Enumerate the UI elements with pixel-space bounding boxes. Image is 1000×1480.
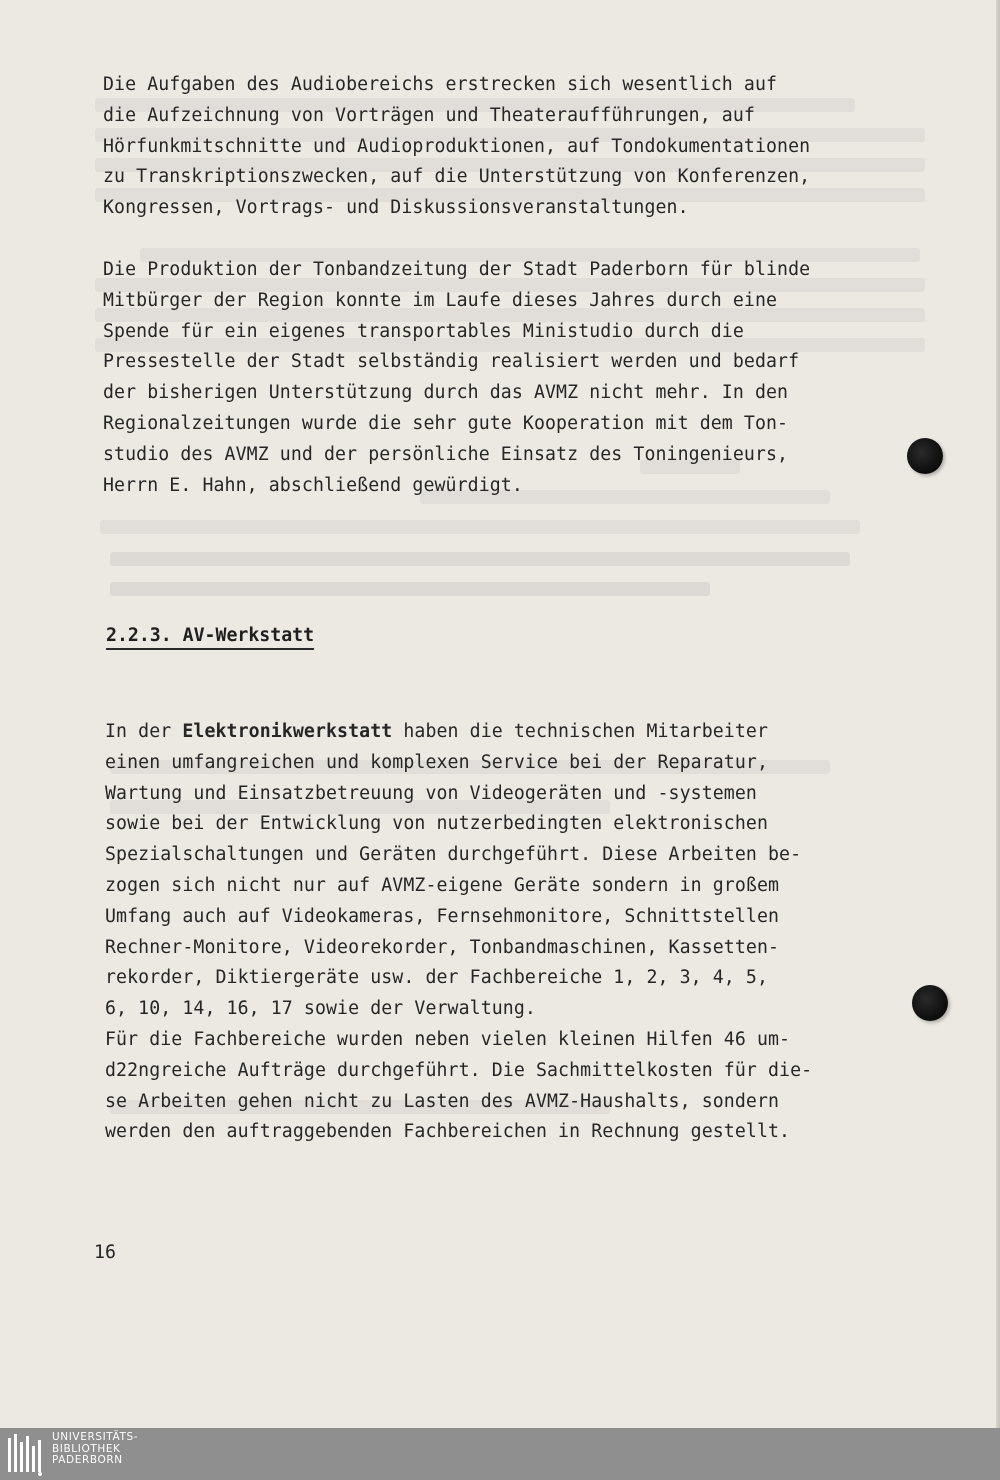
- text-line-first: [105, 717, 905, 748]
- text-line: d22ngreiche Aufträge durchgeführt. Die Sachmittelkosten für die-: [105, 1059, 813, 1081]
- text-line: Die Aufgaben des Audiobereichs erstrecken sich wesentlich auf: [103, 74, 778, 95]
- page-number: 16: [94, 1242, 116, 1263]
- paragraph-audio-tasks: [103, 70, 903, 224]
- text-line: Herrn E. Hahn, abschließend gewürdigt.: [103, 474, 523, 496]
- text-line: rekorder, Diktiergeräte usw. der Fachbereiche 1, 2, 3, 4, 5,: [105, 967, 768, 989]
- bleed-through: [110, 552, 850, 566]
- page-edge: [996, 0, 1000, 1428]
- section-heading: 2.2.3. AV-Werkstatt: [106, 625, 314, 650]
- emphasis-term: Elektronikwerkstatt: [182, 721, 393, 742]
- text-fragment: haben die technischen Mitarbeiter: [392, 721, 769, 742]
- text-line: Für die Fachbereiche wurden neben vielen kleinen Hilfen 46 um-: [105, 1028, 791, 1050]
- text-line: sowie bei der Entwicklung von nutzerbedingten elektronischen: [105, 813, 768, 835]
- text-line: Wartung und Einsatzbetreuung von Videogeräten und -systemen: [105, 782, 757, 804]
- bleed-through: [100, 520, 860, 534]
- text-line: Spende für ein eigenes transportables Ministudio durch die: [103, 320, 744, 342]
- text-line: se Arbeiten gehen nicht zu Lasten des AVMZ-Haushalts, sondern: [105, 1090, 780, 1112]
- text-line: Rechner-Monitore, Videorekorder, Tonbandmaschinen, Kassetten-: [105, 936, 780, 958]
- text-line: einen umfangreichen und komplexen Service bei der Reparatur,: [105, 751, 768, 773]
- punch-hole-top: [907, 438, 943, 474]
- library-name: [52, 1432, 138, 1467]
- text-line: zu Transkriptionszwecken, auf die Unterstützung von Konferenzen,: [103, 166, 811, 188]
- text-line: der bisherigen Unterstützung durch das AVMZ nicht mehr. In den: [103, 382, 789, 404]
- library-name-line: UNIVERSITÄTS-: [52, 1431, 139, 1443]
- library-footer: [0, 1428, 1000, 1480]
- text-line: Regionalzeitungen wurde die sehr gute Kooperation mit dem Ton-: [103, 412, 789, 434]
- text-line: zogen sich nicht nur auf AVMZ-eigene Geräte sondern in großem: [105, 874, 780, 896]
- text-line: Kongressen, Vortrags- und Diskussionsveranstaltungen.: [103, 197, 689, 219]
- library-name-line: PADERBORN: [52, 1454, 123, 1466]
- paragraph-workshop: [105, 717, 905, 1148]
- text-line: Die Produktion der Tonbandzeitung der Stadt Paderborn für blinde: [103, 259, 811, 280]
- bleed-through: [110, 582, 710, 596]
- punch-hole-bottom: [912, 985, 948, 1021]
- text-line: studio des AVMZ und der persönliche Einsatz des Toningenieurs,: [103, 443, 789, 465]
- text-line: Pressestelle der Stadt selbständig realisiert werden und bedarf: [103, 351, 800, 373]
- text-line: Umfang auch auf Videokameras, Fernsehmonitore, Schnittstellen: [105, 905, 780, 927]
- text-line: 6, 10, 14, 16, 17 sowie der Verwaltung.: [105, 998, 536, 1020]
- library-logo-icon: [6, 1432, 46, 1476]
- library-name-line: BIBLIOTHEK: [52, 1442, 121, 1455]
- text-line: die Aufzeichnung von Vorträgen und Theateraufführungen, auf: [103, 104, 755, 126]
- text-fragment: In der: [105, 721, 183, 742]
- text-line: werden den auftraggebenden Fachbereichen in Rechnung gestellt.: [105, 1121, 791, 1143]
- paragraph-tape-newspaper: [103, 255, 903, 501]
- text-line: Hörfunkmitschnitte und Audioproduktionen, auf Tondokumentationen: [103, 135, 811, 157]
- text-line: Spezialschaltungen und Geräten durchgeführt. Diese Arbeiten be-: [105, 844, 802, 866]
- text-line: Mitbürger der Region konnte im Laufe dieses Jahres durch eine: [103, 289, 778, 311]
